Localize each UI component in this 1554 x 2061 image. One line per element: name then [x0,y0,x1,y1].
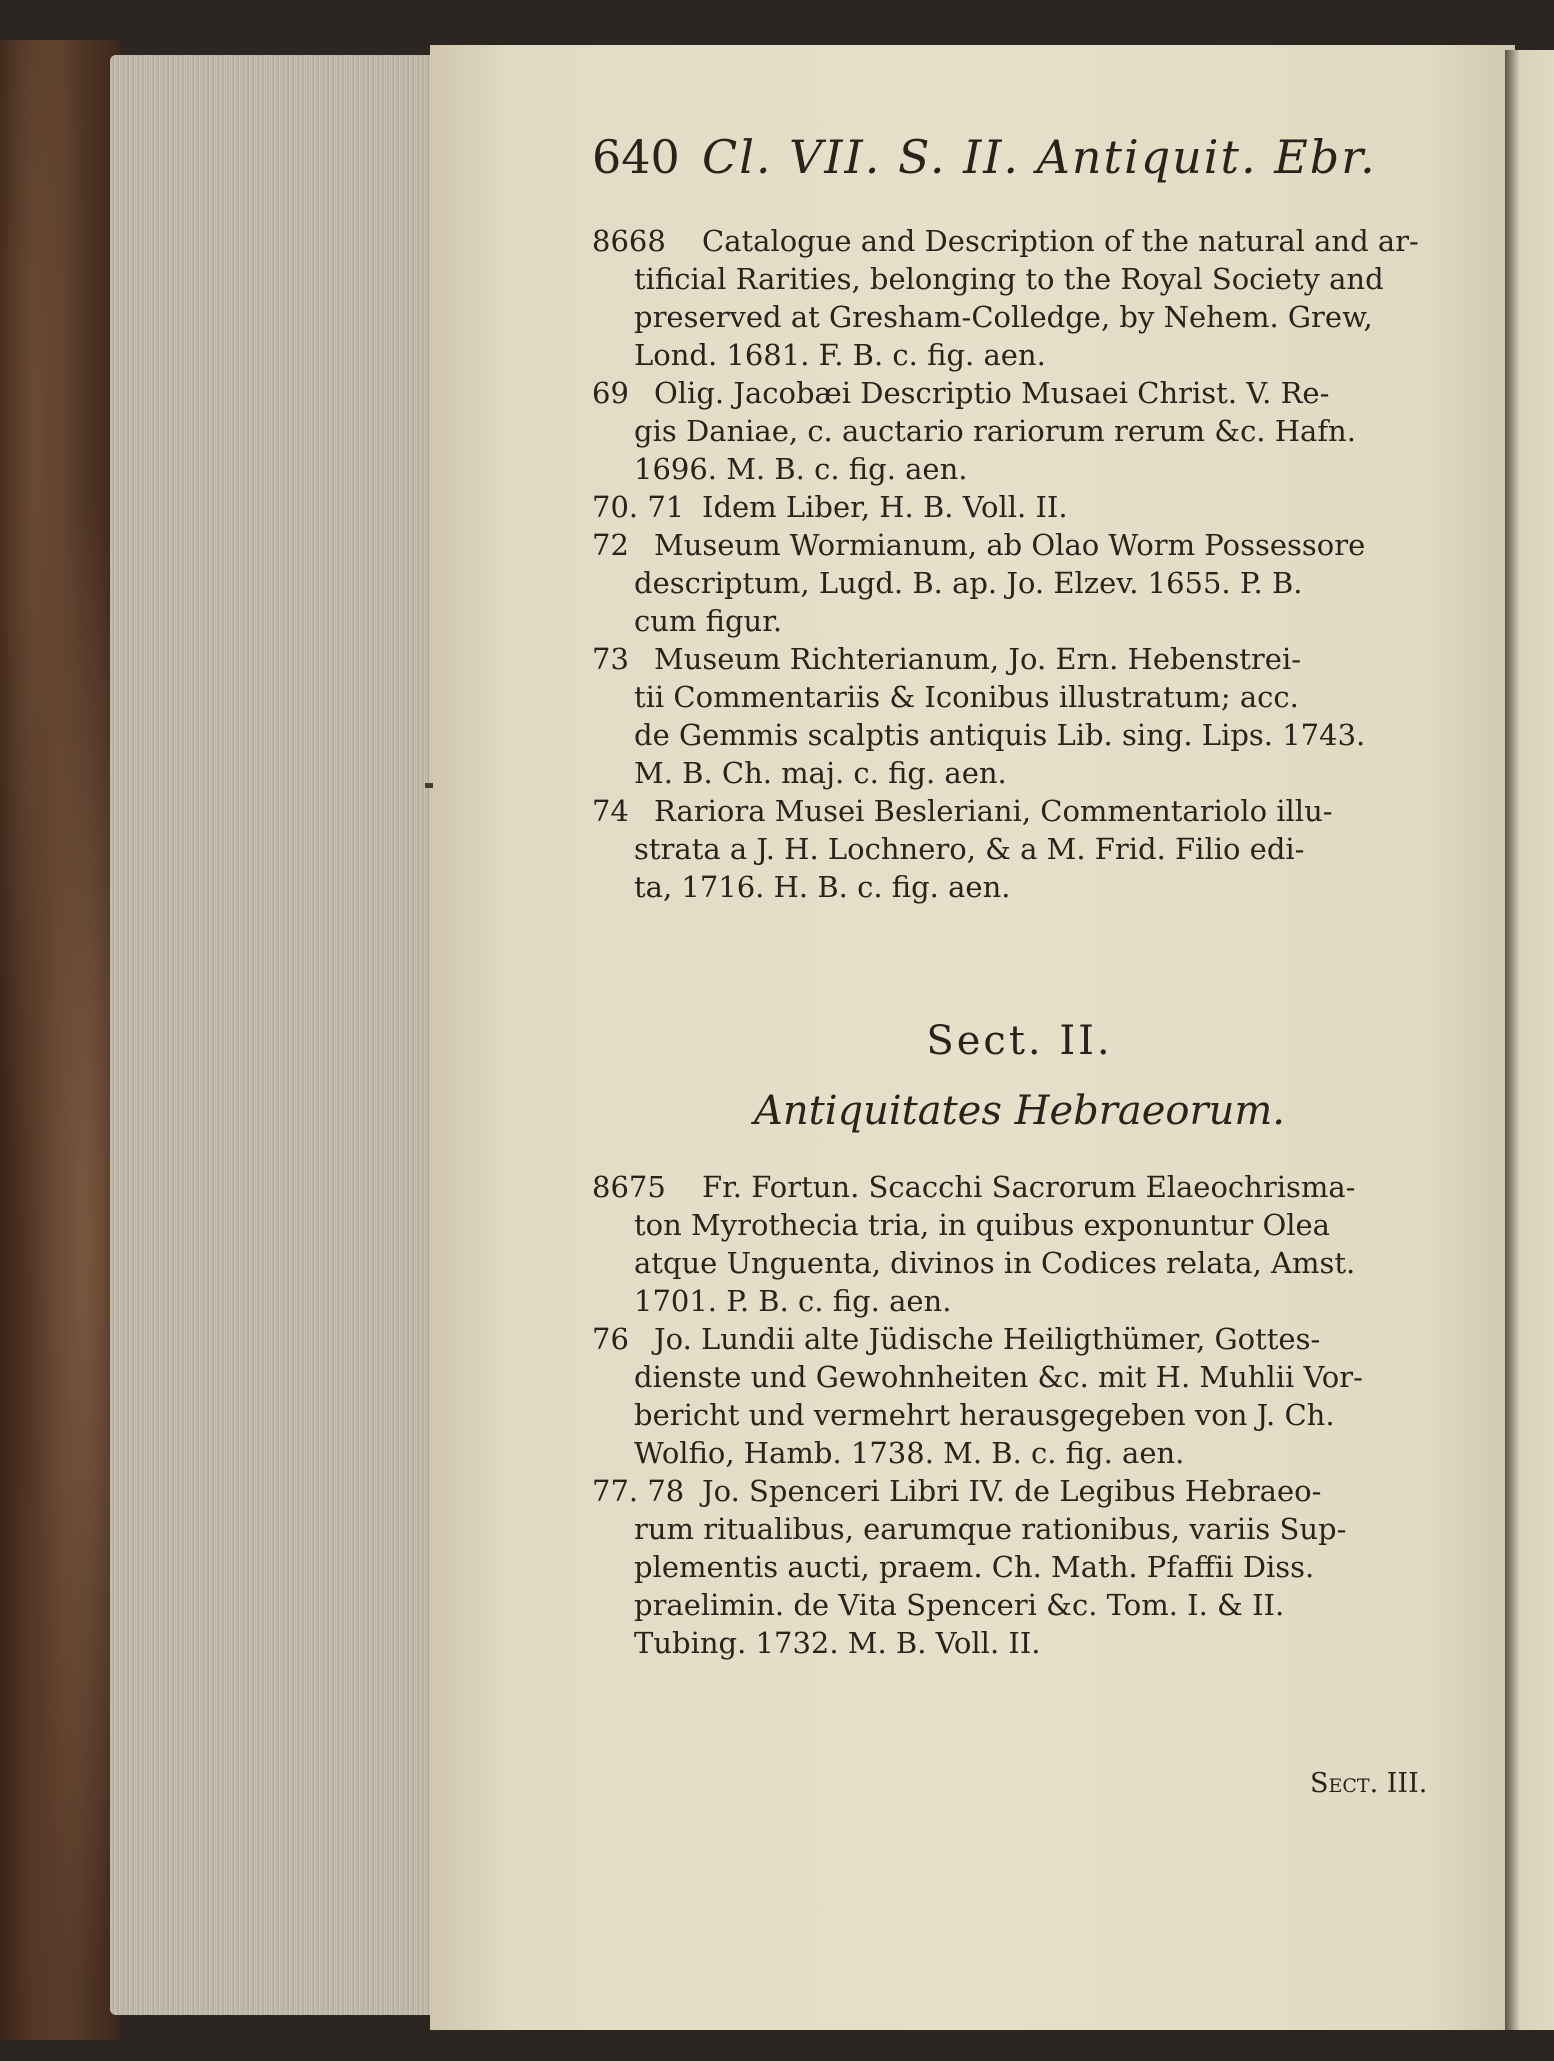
entry-line: Museum Wormianum, ab Olao Worm Possessore [654,528,1366,562]
entry-line: dienste und Gewohnheiten &c. mit H. Muhlii Vor- [634,1360,1363,1394]
page-number: 640 [592,130,680,184]
entry-number: 74 [592,794,629,828]
entry-line: praelimin. de Vita Spenceri &c. Tom. I. & II. [634,1588,1285,1622]
entry-number: 72 [592,528,629,562]
entry-line: rum ritualibus, earumque rationibus, variis Sup- [634,1512,1347,1546]
running-title: Cl. VII. S. II. Antiquit. Ebr. [702,130,1377,184]
entry-number: 77. 78 [592,1474,685,1508]
entry-line: 1696. M. B. c. fig. aen. [634,452,968,486]
section-title: Sect. II. [926,1018,1113,1064]
entry-line: bericht und vermehrt herausgegeben von J. Ch. [634,1398,1335,1432]
ink-mark [425,783,433,788]
entry-line: Rariora Musei Besleriani, Commentariolo illu- [654,794,1333,828]
entry-line: preserved at Gresham-Colledge, by Nehem. Grew, [634,300,1373,334]
catalogue-entry [592,222,1447,374]
entry-line: Jo. Spenceri Libri IV. de Legibus Hebraeo- [702,1474,1322,1508]
entry-number: 69 [592,376,629,410]
catalogue-entry [592,640,1447,792]
catalogue-entry [592,1472,1447,1662]
entry-line: gis Daniae, c. auctario rariorum rerum &c. Hafn. [634,414,1356,448]
page-block-fore-edge [110,55,450,2015]
entry-line: Fr. Fortun. Scacchi Sacrorum Elaeochrisma- [702,1170,1356,1204]
entry-line: 1701. P. B. c. fig. aen. [634,1284,952,1318]
catalogue-entry [592,374,1447,488]
entry-number: 76 [592,1322,629,1356]
entry-line: Museum Richterianum, Jo. Ern. Hebenstrei- [654,642,1302,676]
entry-number: 73 [592,642,629,676]
entry-line: Lond. 1681. F. B. c. fig. aen. [634,338,1046,372]
entry-number: 8668 [592,224,666,258]
entry-line: cum figur. [634,604,783,638]
facing-page-edge [1505,50,1554,2030]
entry-line: atque Unguenta, divinos in Codices relata, Amst. [634,1246,1356,1280]
entry-line: descriptum, Lugd. B. ap. Jo. Elzev. 1655. P. B. [634,566,1303,600]
entry-line: tii Commentariis & Iconibus illustratum; acc. [634,680,1299,714]
entry-line: strata a J. H. Lochnero, & a M. Frid. Filio edi- [634,832,1305,866]
entry-line: Catalogue and Description of the natural and ar- [702,224,1419,258]
catalogue-entry [592,792,1447,906]
catalogue-entry [592,526,1447,640]
catchword: Sect. III. [1310,1768,1428,1799]
entry-line: plementis aucti, praem. Ch. Math. Pfaffii Diss. [634,1550,1315,1584]
entry-line: de Gemmis scalptis antiquis Lib. sing. Lips. 1743. [634,718,1366,752]
page-header [592,130,1442,190]
entry-line: ton Myrothecia tria, in quibus exponuntur Olea [634,1208,1330,1242]
catalogue-entry [592,488,1447,526]
entry-line: Tubing. 1732. M. B. Voll. II. [634,1626,1041,1660]
entry-number: 70. 71 [592,490,685,524]
entry-line: Wolfio, Hamb. 1738. M. B. c. fig. aen. [634,1436,1185,1470]
entry-number: 8675 [592,1170,666,1204]
entry-line: ta, 1716. H. B. c. fig. aen. [634,870,1011,904]
entry-line: tificial Rarities, belonging to the Royal Society and [634,262,1384,296]
entry-line: Idem Liber, H. B. Voll. II. [702,490,1068,524]
entry-line: Olig. Jacobæi Descriptio Musaei Christ. V. Re- [654,376,1330,410]
catalogue-entry [592,1168,1447,1320]
entry-line: Jo. Lundii alte Jüdische Heiligthümer, Gottes- [654,1322,1321,1356]
book-cover-edge [0,40,120,2040]
entry-line: M. B. Ch. maj. c. fig. aen. [634,756,1007,790]
catalogue-entry [592,1320,1447,1472]
section-subtitle: Antiquitates Hebraeorum. [754,1088,1285,1134]
